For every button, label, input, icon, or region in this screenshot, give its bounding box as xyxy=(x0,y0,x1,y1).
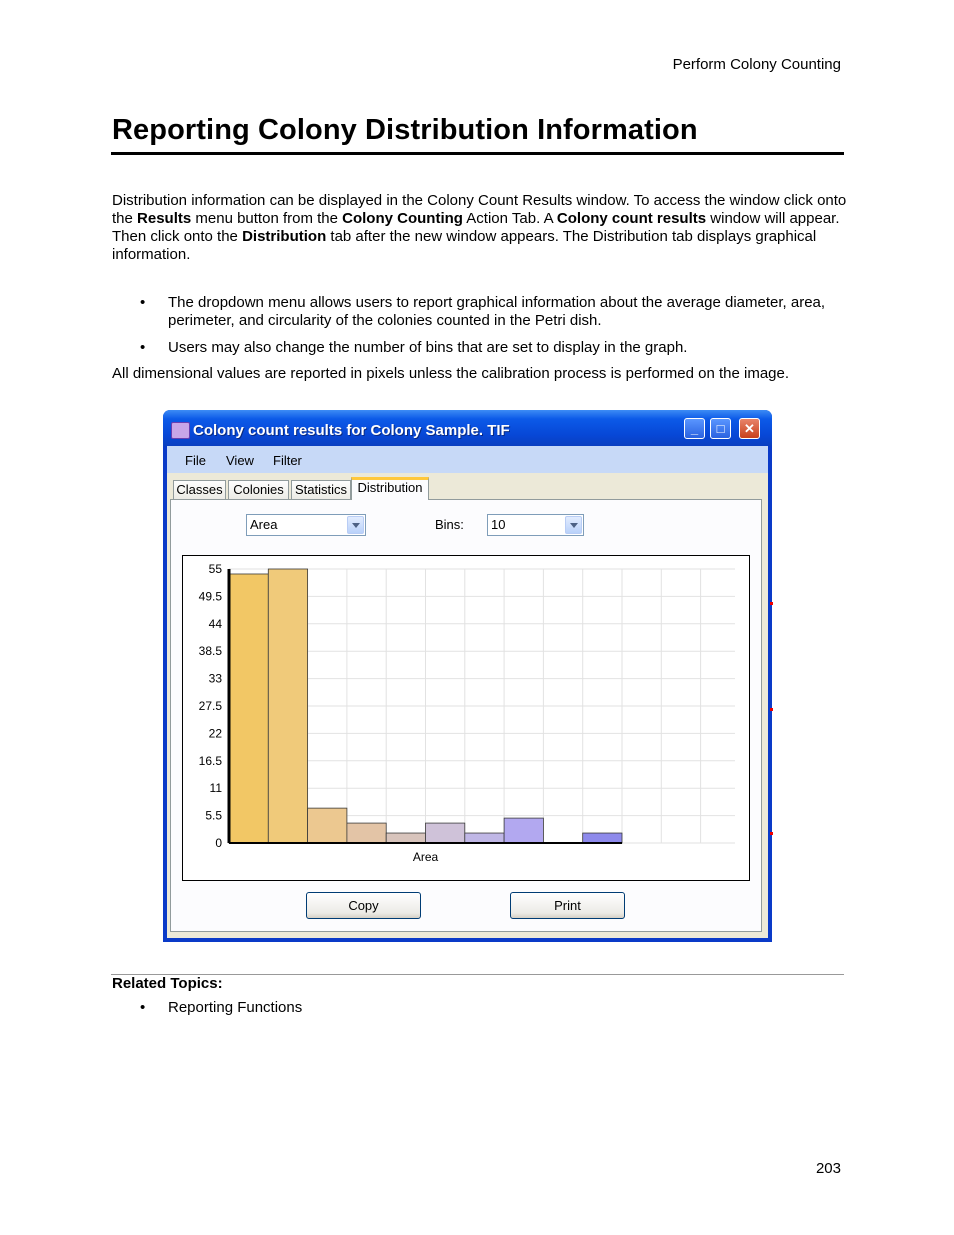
y-tick-label: 27.5 xyxy=(198,699,222,713)
window-title: Colony count results for Colony Sample. TIF xyxy=(193,422,510,439)
list-item: • The dropdown menu allows users to report graphical information about the average diameter, area, perimeter, and circularity of the colonies counted in the Petri dish. xyxy=(140,294,826,329)
app-icon xyxy=(171,422,190,439)
bullet-icon: • xyxy=(140,339,146,356)
histogram-bar xyxy=(386,833,425,843)
print-button[interactable]: Print xyxy=(510,892,625,919)
y-tick-label: 44 xyxy=(208,616,222,631)
tab-statistics[interactable]: Statistics xyxy=(291,480,351,499)
screenshot-edge-artifact xyxy=(770,708,773,711)
histogram-bar xyxy=(504,818,543,843)
distribution-panel xyxy=(170,499,762,932)
bins-label: Bins: xyxy=(435,517,464,532)
bullet-icon: • xyxy=(140,999,146,1016)
related-link[interactable]: Reporting Functions xyxy=(168,999,303,1016)
window-title-bar[interactable] xyxy=(163,410,772,446)
menu-filter[interactable]: Filter xyxy=(273,453,302,468)
page-number: 203 xyxy=(815,1160,841,1177)
bins-dropdown[interactable] xyxy=(487,514,584,536)
related-heading: Related Topics: xyxy=(112,975,223,992)
distribution-chart xyxy=(182,555,750,881)
colony-results-window xyxy=(163,410,772,942)
maximize-button[interactable]: □ xyxy=(710,418,731,439)
tab-classes[interactable]: Classes xyxy=(173,480,226,499)
y-tick-label: 22 xyxy=(208,726,222,741)
screenshot-edge-artifact xyxy=(770,602,773,605)
related-item xyxy=(112,999,302,1016)
window-body xyxy=(167,446,768,938)
intro-paragraph: Distribution information can be displayed in the Colony Count Results window. To access the window click onto the Results menu button from the Colony Counting Action Tab. A Colony count results window will appear. Then click onto the Distribution tab after the new window appears. The Distribution tab displays graphical information. xyxy=(112,192,847,263)
histogram-bar xyxy=(583,833,622,843)
y-tick-label: 5.5 xyxy=(205,808,222,823)
histogram-bar xyxy=(426,823,465,843)
y-tick-label: 0 xyxy=(215,836,222,850)
menu-view[interactable]: View xyxy=(226,453,254,468)
bullet-icon: • xyxy=(140,294,146,311)
bins-value: 10 xyxy=(491,517,506,532)
menu-bar xyxy=(167,446,768,473)
menu-file[interactable]: File xyxy=(185,453,206,468)
units-note: All dimensional values are reported in pixels unless the calibration process is performed on the image. xyxy=(112,365,790,382)
y-tick-label: 33 xyxy=(208,671,222,686)
measure-value: Area xyxy=(250,517,278,532)
title-underline xyxy=(111,152,844,155)
histogram-bar xyxy=(465,833,504,843)
page-title: Reporting Colony Distribution Information xyxy=(112,114,698,146)
chevron-down-icon[interactable] xyxy=(347,516,364,534)
screenshot-edge-artifact xyxy=(770,832,773,835)
chevron-down-icon[interactable] xyxy=(565,516,582,534)
feature-list xyxy=(112,294,847,366)
list-item: • Users may also change the number of bins that are set to display in the graph. xyxy=(140,339,688,356)
minimize-button[interactable]: _ xyxy=(684,418,705,439)
y-tick-label: 49.5 xyxy=(198,589,222,604)
tab-distribution[interactable]: Distribution xyxy=(351,477,429,500)
y-tick-label: 55 xyxy=(208,562,222,576)
measure-dropdown[interactable] xyxy=(246,514,366,536)
copy-button[interactable]: Copy xyxy=(306,892,421,919)
histogram-svg xyxy=(183,556,749,880)
y-tick-label: 38.5 xyxy=(198,644,222,659)
histogram-bar xyxy=(347,823,386,843)
tab-colonies[interactable]: Colonies xyxy=(228,480,289,499)
y-tick-label: 16.5 xyxy=(198,753,222,768)
histogram-bar xyxy=(268,569,307,843)
histogram-bar xyxy=(308,808,347,843)
running-header: Perform Colony Counting xyxy=(672,56,841,73)
x-axis-label: Area xyxy=(412,850,439,864)
histogram-bar xyxy=(229,574,268,843)
close-button[interactable]: ✕ xyxy=(739,418,760,439)
y-tick-label: 11 xyxy=(209,781,222,796)
